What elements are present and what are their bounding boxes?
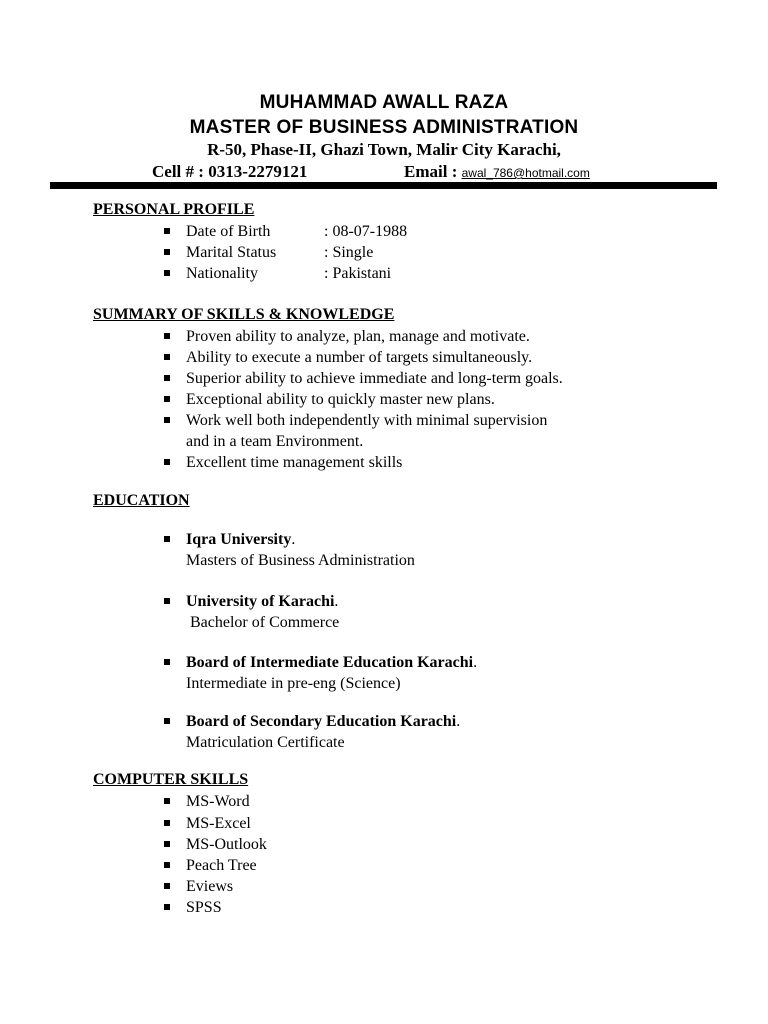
education-degree: Masters of Business Administration — [186, 552, 415, 569]
section-title-computer-skills: COMPUTER SKILLS — [93, 771, 249, 788]
skill-item: Exceptional ability to quickly master new plans. — [186, 391, 495, 408]
education-institution — [186, 591, 338, 612]
email — [404, 162, 590, 183]
cell-number — [152, 162, 307, 182]
education-institution — [186, 652, 477, 673]
skill-item: Superior ability to achieve immediate and long-term goals. — [186, 370, 563, 387]
section-title-personal-profile: PERSONAL PROFILE — [93, 201, 255, 218]
header-divider — [50, 182, 717, 189]
computer-skill-item: MS-Excel — [186, 815, 251, 832]
profile-label: Nationality — [186, 265, 258, 282]
candidate-degree: MASTER OF BUSINESS ADMINISTRATION — [189, 117, 579, 138]
institution-name: Board of Secondary Education Karachi — [186, 713, 457, 730]
profile-label: Marital Status — [186, 244, 277, 261]
profile-value: : Single — [324, 244, 374, 261]
skill-item: Ability to execute a number of targets simultaneously. — [186, 349, 533, 366]
institution-punct: . — [473, 654, 478, 671]
computer-skill-item: SPSS — [186, 899, 222, 916]
education-degree: Intermediate in pre-eng (Science) — [186, 675, 401, 692]
skill-item: Work well both independently with minimal supervision — [186, 412, 548, 429]
profile-value: : Pakistani — [324, 265, 392, 282]
education-degree: Matriculation Certificate — [186, 734, 345, 751]
skill-item: Proven ability to analyze, plan, manage and motivate. — [186, 328, 530, 345]
profile-label: Date of Birth — [186, 223, 271, 240]
computer-skill-item: MS-Outlook — [186, 836, 267, 853]
email-label: Email : — [404, 162, 462, 181]
section-title-skills: SUMMARY OF SKILLS & KNOWLEDGE — [93, 306, 395, 323]
address: R-50, Phase-II, Ghazi Town, Malir City Karachi, — [207, 140, 561, 159]
profile-item — [186, 242, 373, 263]
profile-item — [186, 263, 391, 284]
computer-skill-item: Peach Tree — [186, 857, 257, 874]
cell-label: Cell # : — [152, 162, 209, 181]
skill-item-continuation: and in a team Environment. — [186, 433, 364, 450]
section-title-education: EDUCATION — [93, 492, 190, 509]
institution-name: Board of Intermediate Education Karachi — [186, 654, 474, 671]
education-institution — [186, 529, 295, 550]
institution-name: Iqra University — [186, 531, 292, 548]
institution-punct: . — [456, 713, 461, 730]
email-link[interactable]: awal_786@hotmail.com — [461, 166, 590, 180]
computer-skill-item: Eviews — [186, 878, 234, 895]
skill-item: Excellent time management skills — [186, 454, 403, 471]
profile-value: : 08-07-1988 — [324, 223, 408, 240]
computer-skill-item: MS-Word — [186, 793, 250, 810]
education-degree: Bachelor of Commerce — [190, 614, 340, 631]
cell-value: 0313-2279121 — [208, 162, 308, 181]
education-institution — [186, 711, 460, 732]
candidate-name: MUHAMMAD AWALL RAZA — [259, 92, 509, 113]
profile-item — [186, 221, 407, 242]
institution-punct: . — [291, 531, 296, 548]
institution-punct: . — [334, 593, 339, 610]
institution-name: University of Karachi — [186, 593, 335, 610]
